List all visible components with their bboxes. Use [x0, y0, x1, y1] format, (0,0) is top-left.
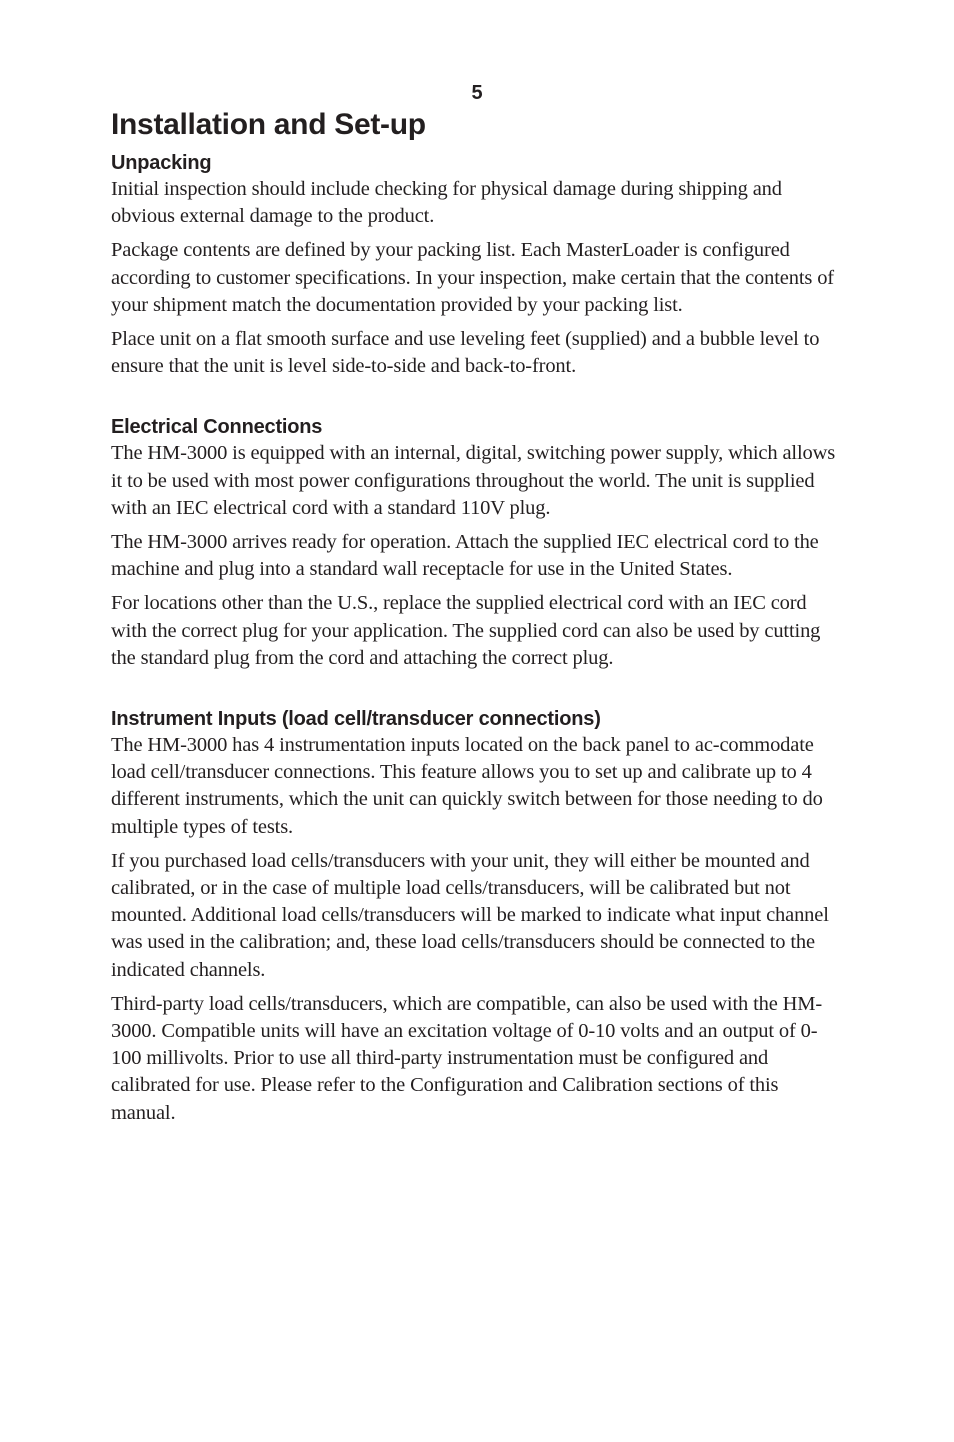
paragraph: If you purchased load cells/transducers with your unit, they will either be mounted and calibrated, or in the case of multiple load cells/transducers, will be calibrated but not mounted. Additional load cells/transducers will be marked to indicate what input channel was used in the calibration; and, these load cells/transducers should be connected to the indicated channels.	[111, 849, 829, 981]
paragraph: Third-party load cells/transducers, which are compatible, can also be used with the HM-3000. Compatible units will have an excitation voltage of 0-10 volts and an output of 0-100 millivolts. Prior to use all third-party instrumentation must be configured and calibrated for use. Please refer to the Configuration and Calibration sections of this manual.	[111, 992, 823, 1124]
paragraph: Place unit on a flat smooth surface and use leveling feet (supplied) and a bubble level to ensure that the unit is level side-to-side and back-to-front.	[111, 328, 820, 378]
section-heading: Unpacking	[111, 152, 212, 174]
page-number: 5	[471, 82, 483, 104]
paragraph: The HM-3000 is equipped with an internal, digital, switching power supply, which allows it to be used with most power configurations throughout the world. The unit is supplied with an IEC electrical cord with a standard 110V plug.	[111, 442, 836, 519]
section-electrical-connections	[111, 414, 846, 672]
paragraph: The HM-3000 arrives ready for operation. Attach the supplied IEC electrical cord to the machine and plug into a standard wall receptacle for use in the United States.	[111, 531, 819, 581]
page-content	[111, 106, 846, 1161]
paragraph: Initial inspection should include checking for physical damage during shipping and obvious external damage to the product.	[111, 178, 782, 228]
section-unpacking	[111, 150, 846, 380]
paragraph: The HM-3000 has 4 instrumentation inputs located on the back panel to ac-commodate load cell/transducer connections. This feature allows you to set up and calibrate up to 4 different instruments, which the unit can quickly switch between for those needing to do multiple types of tests.	[111, 734, 823, 838]
page-title: Installation and Set-up	[111, 108, 426, 141]
section-heading: Electrical Connections	[111, 416, 323, 439]
section-instrument-inputs	[111, 706, 846, 1127]
paragraph: For locations other than the U.S., replace the supplied electrical cord with an IEC cord with the correct plug for your application. The supplied cord can also be used by cutting the standard plug from the cord and attaching the correct plug.	[111, 592, 821, 669]
paragraph: Package contents are defined by your packing list. Each MasterLoader is configured according to customer specifications. In your inspection, make certain that the contents of your shipment match the documentation provided by your packing list.	[111, 239, 834, 316]
section-heading: Instrument Inputs (load cell/transducer connections)	[111, 708, 601, 731]
